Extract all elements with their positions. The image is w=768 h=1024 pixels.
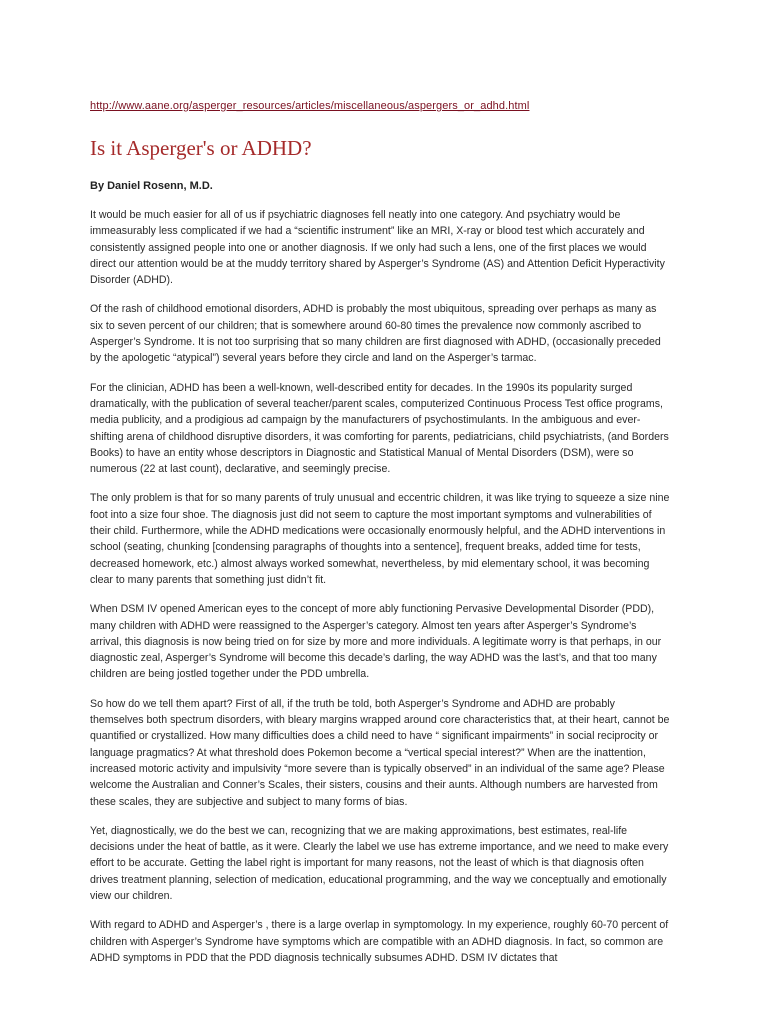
byline: By Daniel Rosenn, M.D.	[90, 180, 213, 192]
paragraph: Yet, diagnostically, we do the best we can, recognizing that we are making approximations, best estimates, real-life decisions under the heat of battle, as it were. Clearly the label we use has extreme importance, and we need to make every effort to be accurate. Getting the label right is important for many reasons, not the least of which is that diagnosis often drives treatment planning, selection of medication, educational programming, and the way we conceptually and emotionally view our children.	[90, 824, 669, 902]
paragraph: With regard to ADHD and Asperger’s , there is a large overlap in symptomology. In my experience, roughly 60-70 percent of children with Asperger’s Syndrome have symptoms which are compatible with an ADHD diagnosis. In fact, so common are ADHD symptoms in PDD that the PDD diagnosis technically subsumes ADHD. DSM IV dictates that	[90, 919, 669, 964]
paragraph: When DSM IV opened American eyes to the concept of more ably functioning Pervasive Developmental Disorder (PDD), many children with ADHD were reassigned to the Asperger’s category. Almost ten years after Asperger’s Syndrome’s arrival, this diagnosis is now being tried on for size by more and more individuals. A legitimate worry is that perhaps, in our diagnostic zeal, Asperger’s Syndrome will become this decade’s darling, the way ADHD was the last’s, and that too many children are being jostled together under the PDD umbrella.	[90, 603, 662, 681]
article-title: Is it Asperger's or ADHD?	[90, 136, 312, 160]
paragraph: For the clinician, ADHD has been a well-known, well-described entity for decades. In the 1990s its popularity surged dramatically, with the publication of several teacher/parent scales, computerized Continuous Process Test office programs, media publicity, and a prodigious ad campaign by the manufacturers of psychostimulants. In the ambiguous and ever-shifting arena of childhood disruptive disorders, it was comforting for parents, pediatricians, child psychiatrists, (and Borders Books) to have an entity whose descriptors in Diagnostic and Statistical Manual of Mental Disorders (DSM), were so numerous (22 at last count), declarative, and seemingly precise.	[90, 381, 669, 476]
paragraph: It would be much easier for all of us if psychiatric diagnoses fell neatly into one category. And psychiatry would be immeasurably less complicated if we had a “scientific instrument” like an MRI, X-ray or blood test which accurately and consistently assigned people into one or another diagnosis. If we only had such a lens, one of the first places we would direct our attention would be at the muddy territory shared by Asperger’s Syndrome (AS) and Attention Deficit Hyperactivity Disorder (ADHD).	[90, 209, 665, 287]
source-link[interactable]: http://www.aane.org/asperger_resources/articles/miscellaneous/aspergers_or_adhd.html	[90, 100, 530, 112]
paragraph: So how do we tell them apart? First of all, if the truth be told, both Asperger’s Syndrome and ADHD are probably themselves both spectrum disorders, with bleary margins wrapped around core characteristics that, at their heart, cannot be quantified or crystallized. How many difficulties does a child need to have “ significant impairments” in social reciprocity or language pragmatics? At what threshold does Pokemon become a “vertical special interest?” When are the inattention, increased motoric activity and impulsivity “more severe than is typically observed” in an individual of the same age? Please welcome the Australian and Conner’s Scales, their sisters, cousins and their aunts. Although numbers are harvested from these scales, they are subjective and subject to many forms of bias.	[90, 697, 670, 808]
article	[90, 100, 670, 979]
paragraph: The only problem is that for so many parents of truly unusual and eccentric children, it was like trying to squeeze a size nine foot into a size four shoe. The diagnosis just did not seem to capture the most important symptoms and vulnerabilities of their child. Furthermore, while the ADHD medications were occasionally enormously helpful, and the ADHD interventions in school (seating, chunking [condensing paragraphs of thoughts into a sentence], frequent breaks, added time for tests, decreased homework, etc.) almost always worked somewhat, nevertheless, by mid elementary school, it was becoming clear to many parents that something just didn’t fit.	[90, 492, 670, 586]
paragraph: Of the rash of childhood emotional disorders, ADHD is probably the most ubiquitous, spreading over perhaps as many as six to seven percent of our children; that is somewhere around 60-80 times the prevalence now commonly ascribed to Asperger’s Syndrome. It is not too surprising that so many children are first diagnosed with ADHD, (occasionally preceded by the apologetic “atypical”) several years before they circle and land on the Asperger’s tarmac.	[90, 303, 661, 365]
